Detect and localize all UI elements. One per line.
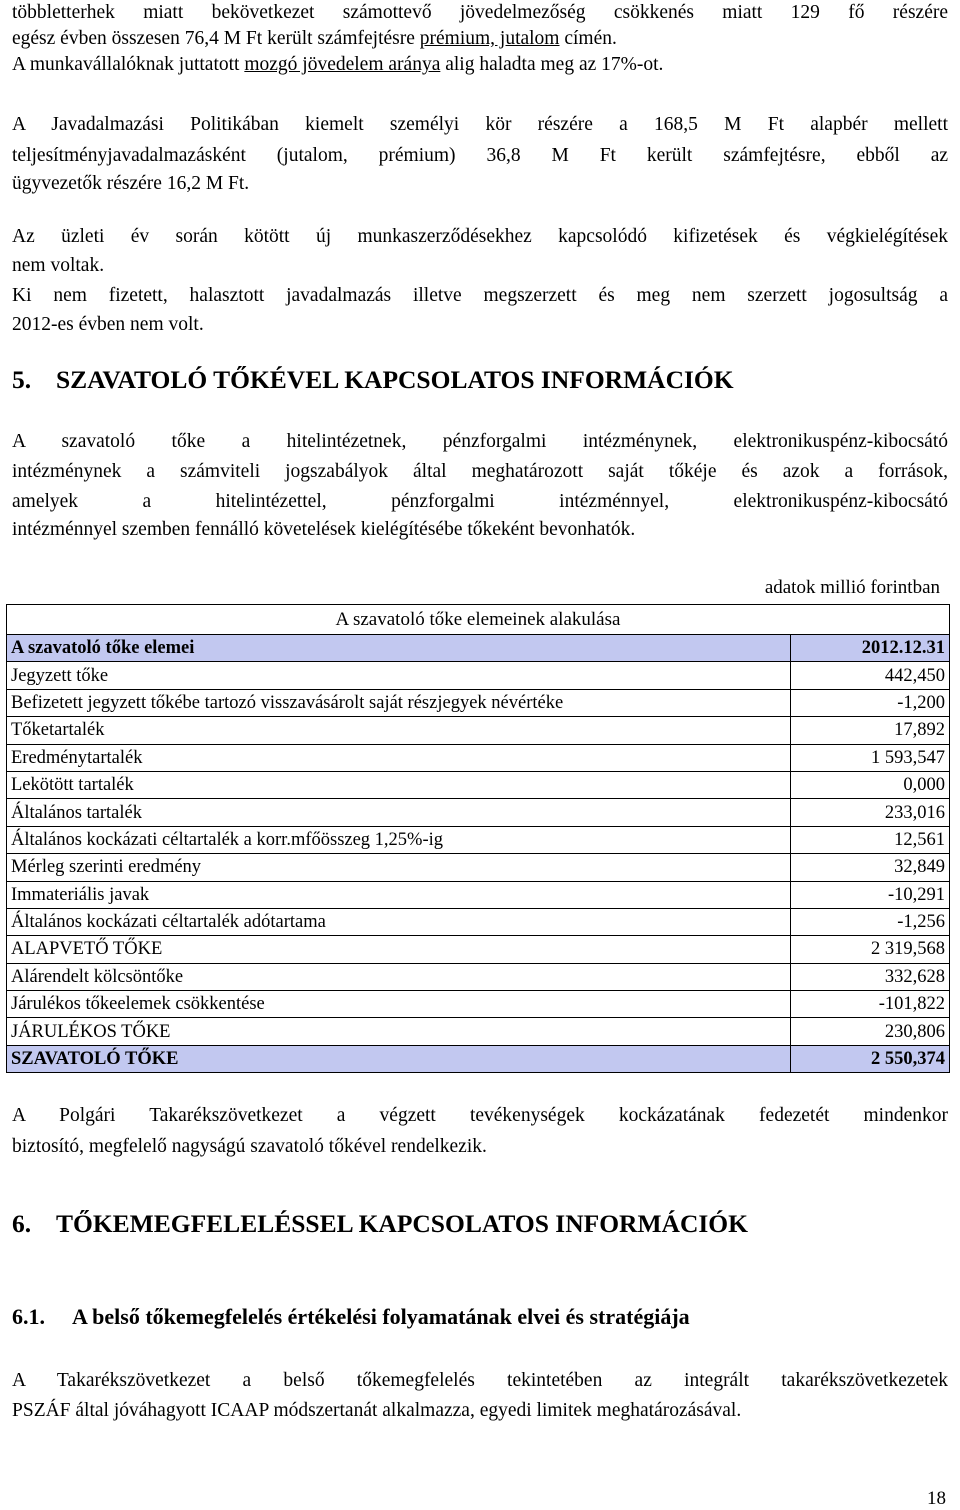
policy-line-1: A Javadalmazási Politikában kiemelt személyi kör részére a 168,5 M Ft alapbér mellett (12, 114, 948, 135)
row-value: 0,000 (791, 771, 950, 798)
row-label: Mérleg szerinti eredmény (7, 854, 791, 881)
table-row (7, 689, 950, 716)
coverage-line-2: biztosító, megfelelő nagyságú szavatoló tőkével rendelkezik. (12, 1136, 487, 1157)
intro-line-2-c: címén. (559, 28, 617, 49)
row-label: Járulékos tőkeelemek csökkentése (7, 991, 791, 1018)
table-row (7, 662, 950, 689)
row-value: -10,291 (791, 881, 950, 908)
unit-note: adatok millió forintban (764, 577, 940, 598)
section-5-title: SZAVATOLÓ TŐKÉVEL KAPCSOLATOS INFORMÁCIÓK (56, 365, 734, 394)
table-title: A szavatoló tőke elemeinek alakulása (6, 604, 950, 634)
row-value: -1,256 (791, 908, 950, 935)
row-label: Immateriális javak (7, 881, 791, 908)
row-value: 12,561 (791, 826, 950, 853)
table-row (7, 963, 950, 990)
contracts-line-1: Az üzleti év során kötött új munkaszerződésekhez kapcsolódó kifizetések és végkielégítések (12, 226, 948, 247)
header-label: A szavatoló tőke elemei (7, 635, 791, 662)
row-label: Általános kockázati céltartalék adótartama (7, 908, 791, 935)
policy-line-3: ügyvezetők részére 16,2 M Ft. (12, 173, 250, 194)
table-row (7, 881, 950, 908)
table-row (7, 717, 950, 744)
table-row (7, 1018, 950, 1045)
section-5-line-3: amelyek a hitelintézettel, pénzforgalmi intézménnyel, elektronikuspénz-kibocsátó (12, 491, 948, 512)
table-row (7, 799, 950, 826)
row-label: Eredménytartalék (7, 744, 791, 771)
table-total-row (7, 1045, 950, 1072)
intro-line-2 (12, 26, 617, 52)
row-label: Lekötött tartalék (7, 771, 791, 798)
row-label: Jegyzett tőke (7, 662, 791, 689)
table-row (7, 744, 950, 771)
table-row (7, 991, 950, 1018)
deferred-line-2: 2012-es évben nem volt. (12, 314, 204, 335)
row-label: Alárendelt kölcsöntőke (7, 963, 791, 990)
row-value: 1 593,547 (791, 744, 950, 771)
policy-line-2: teljesítményjavadalmazásként (jutalom, prémium) 36,8 M Ft került számfejtésre, ebből az (12, 145, 948, 166)
intro-line-1: többletterhek miatt bekövetkezet számottevő jövedelmezőség csökkenés miatt 129 fő részére (12, 2, 948, 23)
row-value: 230,806 (791, 1018, 950, 1045)
table-row (7, 936, 950, 963)
capital-table (6, 634, 950, 1073)
section-5-line-2: intézménynek a számviteli jogszabályok által meghatározott saját tőkéje és azok a források, (12, 461, 948, 482)
variable-income-text: mozgó jövedelem aránya (244, 54, 441, 75)
intro-line-3 (12, 52, 663, 78)
bonus-link-text: prémium, jutalom (419, 28, 560, 49)
section-5-number: 5. (12, 365, 32, 394)
row-value: 233,016 (791, 799, 950, 826)
table-row (7, 771, 950, 798)
row-label: Tőketartalék (7, 717, 791, 744)
row-label: JÁRULÉKOS TŐKE (7, 1018, 791, 1045)
total-label: SZAVATOLÓ TŐKE (7, 1045, 791, 1072)
row-value: -101,822 (791, 991, 950, 1018)
deferred-line-1: Ki nem fizetett, halasztott javadalmazás illetve megszerzett és meg nem szerzett jogosultság a (12, 285, 948, 306)
intro-line-2-a: egész évben összesen 76,4 M Ft került számfejtésre (12, 28, 420, 49)
section-6-title: TŐKEMEGFELELÉSSEL KAPCSOLATOS INFORMÁCIÓK (56, 1209, 748, 1238)
page-number: 18 (927, 1488, 946, 1509)
section-5-line-1: A szavatoló tőke a hitelintézetnek, pénzforgalmi intézménynek, elektronikuspénz-kibocsátó (12, 431, 948, 452)
table-row (7, 854, 950, 881)
row-label: Általános kockázati céltartalék a korr.mfőösszeg 1,25%-ig (7, 826, 791, 853)
intro-line-3-a: A munkavállalóknak juttatott (12, 54, 245, 75)
intro-line-3-c: alig haladta meg az 17%-ot. (440, 54, 664, 75)
section-61-line-1: A Takarékszövetkezet a belső tőkemegfelelés tekintetében az integrált takarékszövetkezetek (12, 1370, 948, 1391)
table-row (7, 908, 950, 935)
total-value: 2 550,374 (791, 1045, 950, 1072)
coverage-line-1: A Polgári Takarékszövetkezet a végzett tevékenységek kockázatának fedezetét mindenkor (12, 1105, 948, 1126)
row-value: 32,849 (791, 854, 950, 881)
row-value: 332,628 (791, 963, 950, 990)
row-label: ALAPVETŐ TŐKE (7, 936, 791, 963)
row-value: 17,892 (791, 717, 950, 744)
section-61-title: A belső tőkemegfelelés értékelési folyamatának elvei és stratégiája (72, 1304, 690, 1329)
table-row (7, 826, 950, 853)
row-label: Általános tartalék (7, 799, 791, 826)
section-6-number: 6. (12, 1209, 32, 1238)
row-value: 2 319,568 (791, 936, 950, 963)
table-header-row (7, 635, 950, 662)
contracts-line-2: nem voltak. (12, 255, 105, 276)
section-61-number: 6.1. (12, 1304, 45, 1329)
row-value: 442,450 (791, 662, 950, 689)
section-5-line-4: intézménnyel szemben fennálló követelések kielégítésébe tőkeként bevonhatók. (12, 519, 636, 540)
section-61-line-2: PSZÁF által jóváhagyott ICAAP módszertanát alkalmazza, egyedi limitek meghatározásával. (12, 1400, 742, 1421)
header-date: 2012.12.31 (791, 635, 950, 662)
row-value: -1,200 (791, 689, 950, 716)
row-label: Befizetett jegyzett tőkébe tartozó visszavásárolt saját részjegyek névértéke (7, 689, 791, 716)
